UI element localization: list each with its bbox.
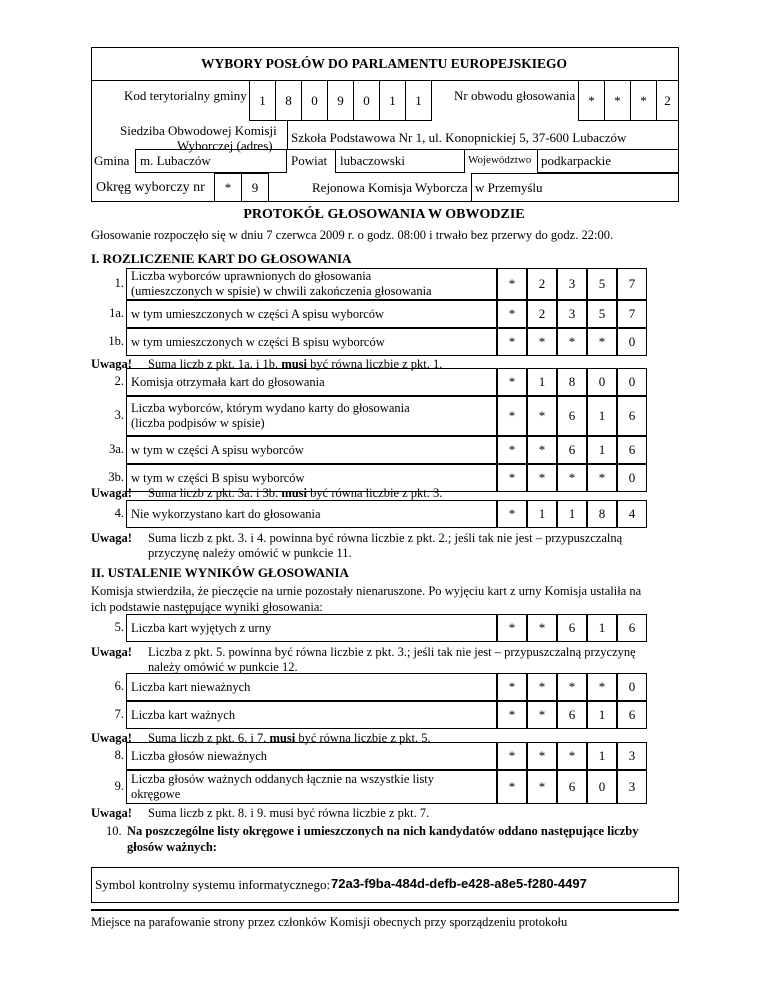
row-label (126, 436, 497, 464)
row-number: 3b. (108, 470, 124, 484)
row-number: 9. (114, 779, 124, 793)
rkw-label: Rejonowa Komisja Wyborcza (312, 180, 468, 195)
siedziba-sep (287, 121, 288, 149)
row-label (126, 614, 497, 642)
row-digit-1: * (497, 673, 527, 701)
row-digit-1: * (497, 396, 527, 436)
row-digit-2: 1 (527, 368, 557, 396)
row-label-line2: okręgowe (131, 787, 181, 801)
section2-intro-1: Komisja stwierdziła, że pieczęcie na urnie pozostały nienaruszone. Po wyjęciu kart z urny Komisja ustaliła na (91, 584, 642, 598)
kod-digit-3: 0 (301, 80, 328, 121)
footer-rule (91, 909, 679, 911)
row-digit-1: * (497, 742, 527, 770)
row-label (126, 701, 497, 729)
row-digit-4: 1 (587, 614, 617, 642)
row-number: 1. (114, 276, 124, 290)
row-label-line1: Liczba wyborców uprawnionych do głosowania (131, 269, 372, 283)
row-label-line1: Nie wykorzystano kart do głosowania (131, 506, 321, 521)
row-digit-4: * (587, 464, 617, 492)
uwaga-5-text (148, 731, 431, 746)
row-digit-5: 3 (617, 742, 647, 770)
row-digit-1: * (497, 500, 527, 528)
row-digit-5: 6 (617, 436, 647, 464)
uwaga-label: Uwaga! (91, 806, 132, 820)
section2-title: II. USTALENIE WYNIKÓW GŁOSOWANIA (91, 565, 349, 580)
symbol-label: Symbol kontrolny systemu informatycznego: (95, 877, 331, 892)
uwaga-label: Uwaga! (91, 731, 132, 745)
row-digit-5: 0 (617, 368, 647, 396)
row-digit-2: 2 (527, 300, 557, 328)
point10-line1: Na poszczególne listy okręgowe i umieszczonych na nich kandydatów oddano następujące liczby (127, 824, 639, 838)
uwaga-1-text (148, 357, 442, 372)
row-label (126, 770, 497, 804)
row-digit-5: 6 (617, 396, 647, 436)
row-digit-3: 3 (557, 300, 587, 328)
nr-obwodu-digit-3: * (630, 80, 657, 121)
uwaga-1-b: musi (281, 357, 308, 371)
kod-digit-1: 1 (249, 80, 276, 121)
row-digit-1: * (497, 328, 527, 356)
row-digit-1: * (497, 436, 527, 464)
row-label (126, 268, 497, 300)
uwaga-4 (91, 645, 132, 660)
row-label-line1: Liczba głosów ważnych oddanych łącznie na wszystkie listy (131, 772, 435, 786)
row-digit-1: * (497, 300, 527, 328)
row-digit-4: 1 (587, 742, 617, 770)
row-digit-2: * (527, 396, 557, 436)
gmina-label: Gmina (94, 153, 130, 168)
uwaga-label: Uwaga! (91, 531, 132, 545)
row-label-line1: Liczba kart nieważnych (131, 679, 251, 694)
row-label-line1: Liczba głosów nieważnych (131, 748, 268, 763)
powiat-value: lubaczowski (340, 153, 405, 168)
election-title: WYBORY POSŁÓW DO PARLAMENTU EUROPEJSKIEGO (200, 56, 568, 71)
row-digit-5: 0 (617, 673, 647, 701)
row-digit-2: * (527, 701, 557, 729)
powiat-label: Powiat (291, 153, 328, 168)
nr-obwodu-digit-2: * (604, 80, 631, 121)
row-digit-3: 6 (557, 436, 587, 464)
row-digit-1: * (497, 268, 527, 300)
row-number: 8. (114, 748, 124, 762)
row-digit-4: 8 (587, 500, 617, 528)
row-label-line1: w tym umieszczonych w części A spisu wyborców (131, 306, 385, 321)
row-digit-5: 7 (617, 300, 647, 328)
row-digit-5: 0 (617, 464, 647, 492)
row-digit-5: 0 (617, 328, 647, 356)
nr-obwodu-digit-4: 2 (656, 80, 679, 121)
row-number: 4. (114, 506, 124, 520)
woj-value: podkarpackie (541, 153, 612, 168)
row-digit-2: 2 (527, 268, 557, 300)
row-digit-4: 1 (587, 701, 617, 729)
row-label-line1: w tym w części B spisu wyborców (131, 470, 305, 485)
row-digit-2: 1 (527, 500, 557, 528)
kod-digit-7: 1 (405, 80, 432, 121)
row-digit-5: 6 (617, 701, 647, 729)
okreg-label: Okręg wyborczy nr (96, 180, 205, 195)
row-digit-4: 5 (587, 268, 617, 300)
uwaga-5-c: być równa liczbie z pkt. 5. (295, 731, 431, 745)
uwaga-6-text: Suma liczb z pkt. 8. i 9. musi być równa liczbie z pkt. 7. (148, 806, 430, 820)
row-digit-1: * (497, 368, 527, 396)
protocol-title: PROTOKÓŁ GŁOSOWANIA W OBWODZIE (243, 207, 525, 222)
row-number: 7. (114, 707, 124, 721)
row-digit-5: 3 (617, 770, 647, 804)
kod-digit-5: 0 (353, 80, 380, 121)
row-digit-4: 1 (587, 396, 617, 436)
row-digit-4: 1 (587, 436, 617, 464)
row-digit-1: * (497, 614, 527, 642)
symbol-value: 72a3-f9ba-484d-defb-e428-a8e5-f280-4497 (331, 876, 587, 891)
rkw-value: w Przemyślu (475, 180, 543, 195)
row-label-line1: Liczba kart wyjętych z urny (131, 620, 272, 635)
uwaga-4-line1: Liczba z pkt. 5. powinna być równa liczbie z pkt. 3.; jeśli tak nie jest – przypuszczalną przyczynę (148, 645, 636, 659)
uwaga-5-a: Suma liczb z pkt. 6. i 7. (148, 731, 270, 745)
row-number: 6. (114, 679, 124, 693)
row-digit-2: * (527, 614, 557, 642)
row-label-line1: w tym w części A spisu wyborców (131, 442, 304, 457)
uwaga-3-line2: przyczynę należy omówić w punkcie 11. (148, 546, 352, 560)
row-digit-3: 1 (557, 500, 587, 528)
row-label (126, 396, 497, 436)
row-digit-3: 3 (557, 268, 587, 300)
row-digit-5: 4 (617, 500, 647, 528)
uwaga-3 (91, 531, 132, 546)
nr-obwodu-label: Nr obwodu głosowania (454, 88, 576, 103)
row-digit-3: * (557, 464, 587, 492)
uwaga-2 (91, 486, 132, 501)
row-number: 1a. (109, 306, 124, 320)
row-digit-2: * (527, 436, 557, 464)
row-label-line1: Liczba wyborców, którym wydano karty do głosowania (131, 401, 410, 415)
kod-label: Kod terytorialny gminy (124, 88, 247, 103)
row-label (126, 500, 497, 528)
point10-num: 10. (106, 824, 122, 838)
row-label (126, 368, 497, 396)
row-digit-4: 0 (587, 368, 617, 396)
siedziba-label-2: Wyborczej (adres) (177, 138, 273, 153)
uwaga-label: Uwaga! (91, 486, 132, 500)
uwaga-2-c: być równa liczbie z pkt. 3. (307, 486, 443, 500)
row-digit-4: 0 (587, 770, 617, 804)
row-digit-1: * (497, 701, 527, 729)
row-digit-2: * (527, 328, 557, 356)
row-label (126, 673, 497, 701)
row-number: 1b. (108, 334, 124, 348)
row-label-line1: Liczba kart ważnych (131, 707, 236, 722)
row-digit-3: 6 (557, 701, 587, 729)
uwaga-1 (91, 357, 132, 372)
row-digit-1: * (497, 464, 527, 492)
uwaga-label: Uwaga! (91, 645, 132, 659)
row-digit-5: 7 (617, 268, 647, 300)
row-number: 3. (114, 408, 124, 422)
row-digit-3: 6 (557, 396, 587, 436)
row-label-line2: (umieszczonych w spisie) w chwili zakończenia głosowania (131, 284, 432, 298)
row-label-line2: (liczba podpisów w spisie) (131, 416, 265, 430)
uwaga-5-b: musi (269, 731, 296, 745)
row-label-line1: w tym umieszczonych w części B spisu wyborców (131, 334, 385, 349)
row-number: 3a. (109, 442, 124, 456)
uwaga-2-b: musi (281, 486, 308, 500)
kod-digit-6: 1 (379, 80, 406, 121)
uwaga-2-text (148, 486, 442, 501)
row-label (126, 328, 497, 356)
uwaga-label: Uwaga! (91, 357, 132, 371)
section1-title: I. ROZLICZENIE KART DO GŁOSOWANIA (91, 251, 352, 266)
uwaga-5 (91, 731, 132, 746)
row-digit-5: 6 (617, 614, 647, 642)
kod-digit-2: 8 (275, 80, 302, 121)
siedziba-value: Szkoła Podstawowa Nr 1, ul. Konopnickiej 5, 37-600 Lubaczów (291, 130, 627, 145)
row-digit-3: * (557, 742, 587, 770)
row-digit-3: * (557, 328, 587, 356)
intro-text: Głosowanie rozpoczęło się w dniu 7 czerwca 2009 r. o godz. 08:00 i trwało bez przerwy do godz. 22:00. (91, 228, 614, 242)
okreg-digit-2: 9 (241, 173, 269, 202)
uwaga-1-a: Suma liczb z pkt. 1a. i 1b. (148, 357, 282, 371)
row-digit-4: * (587, 328, 617, 356)
parafowanie-text: Miejsce na parafowanie strony przez członków Komisji obecnych przy sporządzeniu protokołu (91, 915, 568, 929)
uwaga-3-line1: Suma liczb z pkt. 3. i 4. powinna być równa liczbie z pkt. 2.; jeśli tak nie jest – przypuszczalną (148, 531, 623, 545)
siedziba-label-1: Siedziba Obwodowej Komisji (120, 123, 277, 138)
gmina-value: m. Lubaczów (140, 153, 211, 168)
kod-digit-4: 9 (327, 80, 354, 121)
row-number: 5. (114, 620, 124, 634)
row-digit-2: * (527, 464, 557, 492)
row-digit-4: 5 (587, 300, 617, 328)
point10-line2: głosów ważnych: (127, 840, 217, 854)
row-digit-2: * (527, 673, 557, 701)
row-digit-2: * (527, 742, 557, 770)
okreg-digit-1: * (214, 173, 242, 202)
row-digit-4: * (587, 673, 617, 701)
uwaga-2-a: Suma liczb z pkt. 3a. i 3b. (148, 486, 282, 500)
row-label (126, 300, 497, 328)
uwaga-1-c: być równa liczbie z pkt. 1. (307, 357, 443, 371)
row-number: 2. (114, 374, 124, 388)
woj-label: Województwo (468, 154, 532, 166)
uwaga-4-line2: należy omówić w punkcie 12. (148, 660, 298, 674)
row-digit-1: * (497, 770, 527, 804)
row-digit-3: 8 (557, 368, 587, 396)
row-digit-2: * (527, 770, 557, 804)
row-digit-3: 6 (557, 614, 587, 642)
row-label-line1: Komisja otrzymała kart do głosowania (131, 374, 325, 389)
row-digit-3: * (557, 673, 587, 701)
row-digit-3: 6 (557, 770, 587, 804)
nr-obwodu-digit-1: * (578, 80, 605, 121)
uwaga-6 (91, 806, 132, 821)
section2-intro-2: ich podstawie następujące wyniki głosowania: (91, 600, 323, 614)
row-label (126, 742, 497, 770)
